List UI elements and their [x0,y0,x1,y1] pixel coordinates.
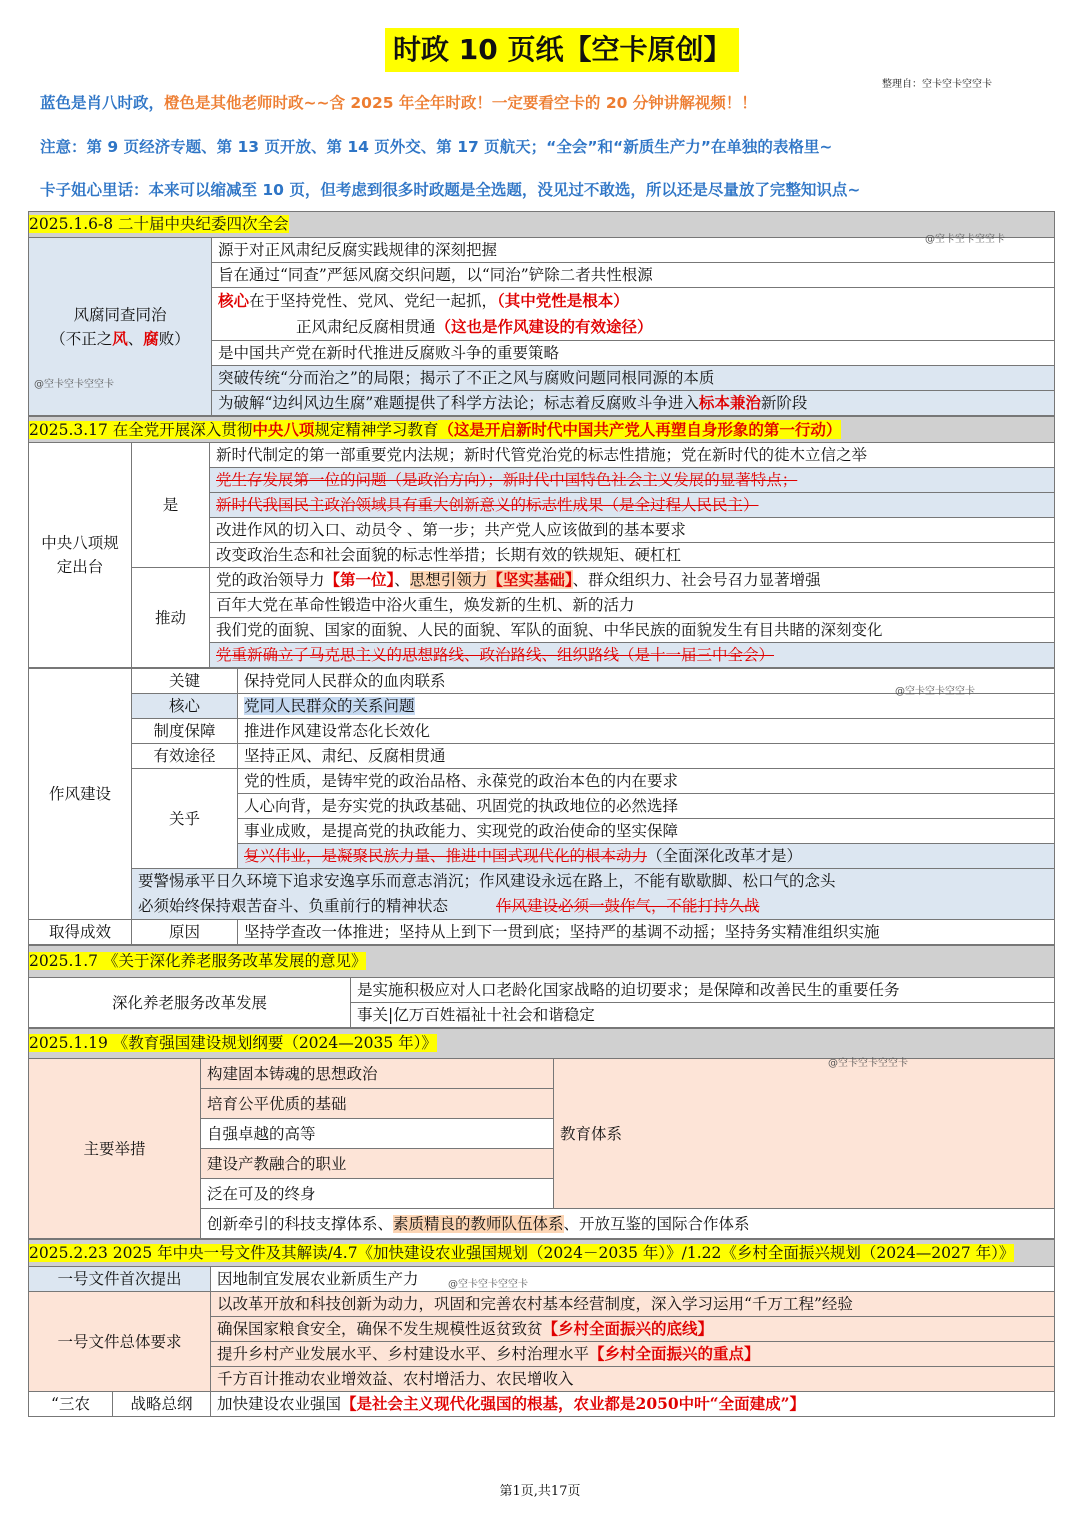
table-cell: 培育公平优质的基础 [201,1089,554,1119]
table-cell: 坚持正风、肃纪、反腐相贯通 [238,744,1055,769]
table-cell: 党同人民群众的关系问题 [238,694,1055,719]
table-cell: 以改革开放和科技创新为动力，巩固和完善农村基本经营制度，深入学习运用“千万工程”经验 [211,1292,1055,1317]
intro-orange-text: 橙色是其他老师时政~~含 2025 年全年时政！一定要看空卡的 20 分钟讲解视频！！ [164,94,757,112]
table-cell: 提升乡村产业发展水平、乡村建设水平、乡村治理水平【乡村全面振兴的重点】 [211,1342,1055,1367]
table-cell: 因地制宜发展农业新质生产力 [211,1267,1055,1292]
table-cell: 构建固本铸魂的思想政治 [201,1059,554,1089]
table-cell: 源于对正风肃纪反腐实践规律的深刻把握 [212,238,1055,263]
table-cell: 推进作风建设常态化长效化 [238,719,1055,744]
row-label: 作风建设 [29,669,132,920]
row-label: 深化养老服务改革发展 [29,978,351,1028]
table-cell: 突破传统“分而治之”的局限；揭示了不正之风与腐败问题同根同源的本质 [212,366,1055,391]
page-footer: 第1页,共17页 [499,1484,581,1499]
table-cell: 建设产教融合的职业 [201,1149,554,1179]
table-cell: 复兴伟业，是凝聚民族力量、推进中国式现代化的根本动力（全面深化改革才是） [238,844,1055,869]
table-cell: 泛在可及的终身 [201,1179,554,1209]
section-table [28,237,1055,416]
table-cell: 核心在于坚持党性、党风、党纪一起抓，（其中党性是根本） 正风肃纪反腐相贯通（这也是作风建设的有效途径） [212,288,1055,341]
table-cell: 党的政治领导力【第一位】、思想引领力【坚实基础】、群众组织力、社会号召力显著增强 [210,568,1055,593]
document-body [28,211,1055,1417]
row-label: 取得成效 [29,920,132,945]
row-sublabel: 是 [132,443,210,568]
intro-line-1 [40,92,757,114]
section-header: 2025.2.23 2025 年中央一号文件及其解读/4.7《加快建设农业强国规划（2024－2035 年）》/1.22《乡村全面振兴规划（2024—2027 年）》 [28,1239,1055,1266]
table-cell: 党生存发展第一位的问题（是政治方向）；新时代中国特色社会主义发展的显著特点； [210,468,1055,493]
watermark: @空卡空卡空空卡 [925,234,1005,245]
watermark: @空卡空卡空空卡 [828,1058,908,1069]
row-label: 中央八项规定出台 [29,443,132,668]
row-key: 战略总纲 [113,1392,211,1417]
table-cell: 新时代制定的第一部重要党内法规；新时代管党治党的标志性措施；党在新时代的徙木立信之举 [210,443,1055,468]
page-title: 时政 10 页纸【空卡原创】 [385,28,739,72]
table-cell: 是实施积极应对人口老龄化国家战略的迫切要求；是保障和改善民生的重要任务 [351,978,1055,1003]
table-cell: 为破解“边纠风边生腐”难题提供了科学方法论；标志着反腐败斗争进入标本兼治新阶段 [212,391,1055,416]
row-label: 一号文件总体要求 [29,1292,211,1392]
table-cell: 确保国家粮食安全，确保不发生规模性返贫致贫【乡村全面振兴的底线】 [211,1317,1055,1342]
table-cell: 是中国共产党在新时代推进反腐败斗争的重要策略 [212,341,1055,366]
table-cell: 改进作风的切入口、动员令 、第一步；共产党人应该做到的基本要求 [210,518,1055,543]
section-table [28,1266,1055,1417]
table-cell: 改变政治生态和社会面貌的标志性举措；长期有效的铁规矩、硬杠杠 [210,543,1055,568]
section-header: 2025.1.19 《教育强国建设规划纲要（2024—2035 年）》 [28,1028,1055,1058]
table-cell: 自强卓越的高等 [201,1119,554,1149]
row-key: 关乎 [132,769,238,869]
row-label: 风腐同查同治 （不正之风、腐败） [29,238,212,416]
section-header: 2025.3.17 在全党开展深入贯彻中央八项规定精神学习教育（这是开启新时代中国共产党人再塑自身形象的第一行动） [28,416,1055,442]
row-label: “三农 [29,1392,113,1417]
row-key: 制度保障 [132,719,238,744]
table-cell: 保持党同人民群众的血肉联系 [238,669,1055,694]
organizer-note: 整理自：空卡空卡空空卡 [882,79,992,90]
table-cell: 百年大党在革命性锻造中浴火重生，焕发新的生机、新的活力 [210,593,1055,618]
row-label: 一号文件首次提出 [29,1267,211,1292]
row-key: 关键 [132,669,238,694]
table-cell: 旨在通过“同查”严惩风腐交织问题，以“同治”铲除二者共性根源 [212,263,1055,288]
row-key: 原因 [132,920,238,945]
watermark: @空卡空卡空空卡 [34,379,114,390]
table-cell: 千方百计推动农业增效益、农村增活力、农民增收入 [211,1367,1055,1392]
section-no1-document [28,1239,1055,1417]
row-key: 有效途径 [132,744,238,769]
watermark: @空卡空卡空空卡 [895,686,975,697]
table-cell: 教育体系 [554,1059,1055,1209]
row-sublabel: 推动 [132,568,210,668]
row-label: 主要举措 [29,1059,201,1239]
table-cell: 党的性质，是铸牢党的政治品格、永葆党的政治本色的内在要求 [238,769,1055,794]
table-cell: 加快建设农业强国【是社会主义现代化强国的根基，农业都是2050中叶“全面建成”】 [211,1392,1055,1417]
intro-line-2: 注意：第 9 页经济专题、第 13 页开放、第 14 页外交、第 17 页航天；“全会”和“新质生产力”在单独的表格里~ [40,138,833,156]
table-cell: 人心向背，是夯实党的执政基础、巩固党的执政地位的必然选择 [238,794,1055,819]
section-table [28,442,1055,668]
intro-line-3: 卡子姐心里话：本来可以缩减至 10 页，但考虑到很多时政题是全选题，没见过不敢选，所以还是尽量放了完整知识点~ [40,181,861,199]
section-discipline-plenary [28,211,1055,416]
table-cell: 我们党的面貌、国家的面貌、人民的面貌、军队的面貌、中华民族的面貌发生有目共睹的深刻变化 [210,618,1055,643]
section-elderly-care [28,945,1055,1028]
section-header: 2025.1.6-8 二十届中央纪委四次全会 [28,211,1055,237]
row-key: 核心 [132,694,238,719]
table-cell: 党重新确立了马克思主义的思想路线、政治路线、组织路线（是十一届三中全会） [210,643,1055,668]
section-education-plan [28,1028,1055,1239]
section-eight-rules [28,416,1055,945]
table-cell: 坚持学查改一体推进；坚持从上到下一贯到底；坚持严的基调不动摇；坚持务实精准组织实施 [238,920,1055,945]
section-header: 2025.1.7 《关于深化养老服务改革发展的意见》 [28,945,1055,977]
table-cell: 事关|亿万百姓福祉十社会和谐稳定 [351,1003,1055,1028]
section-table [28,668,1055,945]
intro-blue-text: 蓝色是肖八时政， [40,94,165,112]
section-table [28,1058,1055,1239]
table-cell: 要警惕承平日久环境下追求安逸享乐而意志消沉；作风建设永远在路上，不能有歇歇脚、松口气的念头 必须始终保持艰苦奋斗、负重前行的精神状态 作风建设必须一鼓作气，不能打持久战 [132,869,1055,920]
table-cell: 创新牵引的科技支撑体系、素质精良的教师队伍体系、开放互鉴的国际合作体系 [201,1209,1055,1239]
section-table [28,977,1055,1028]
table-cell: 新时代我国民主政治领域具有重大创新意义的标志性成果（是全过程人民民主） [210,493,1055,518]
table-cell: 事业成败，是提高党的执政能力、实现党的政治使命的坚实保障 [238,819,1055,844]
watermark: @空卡空卡空空卡 [448,1279,528,1290]
